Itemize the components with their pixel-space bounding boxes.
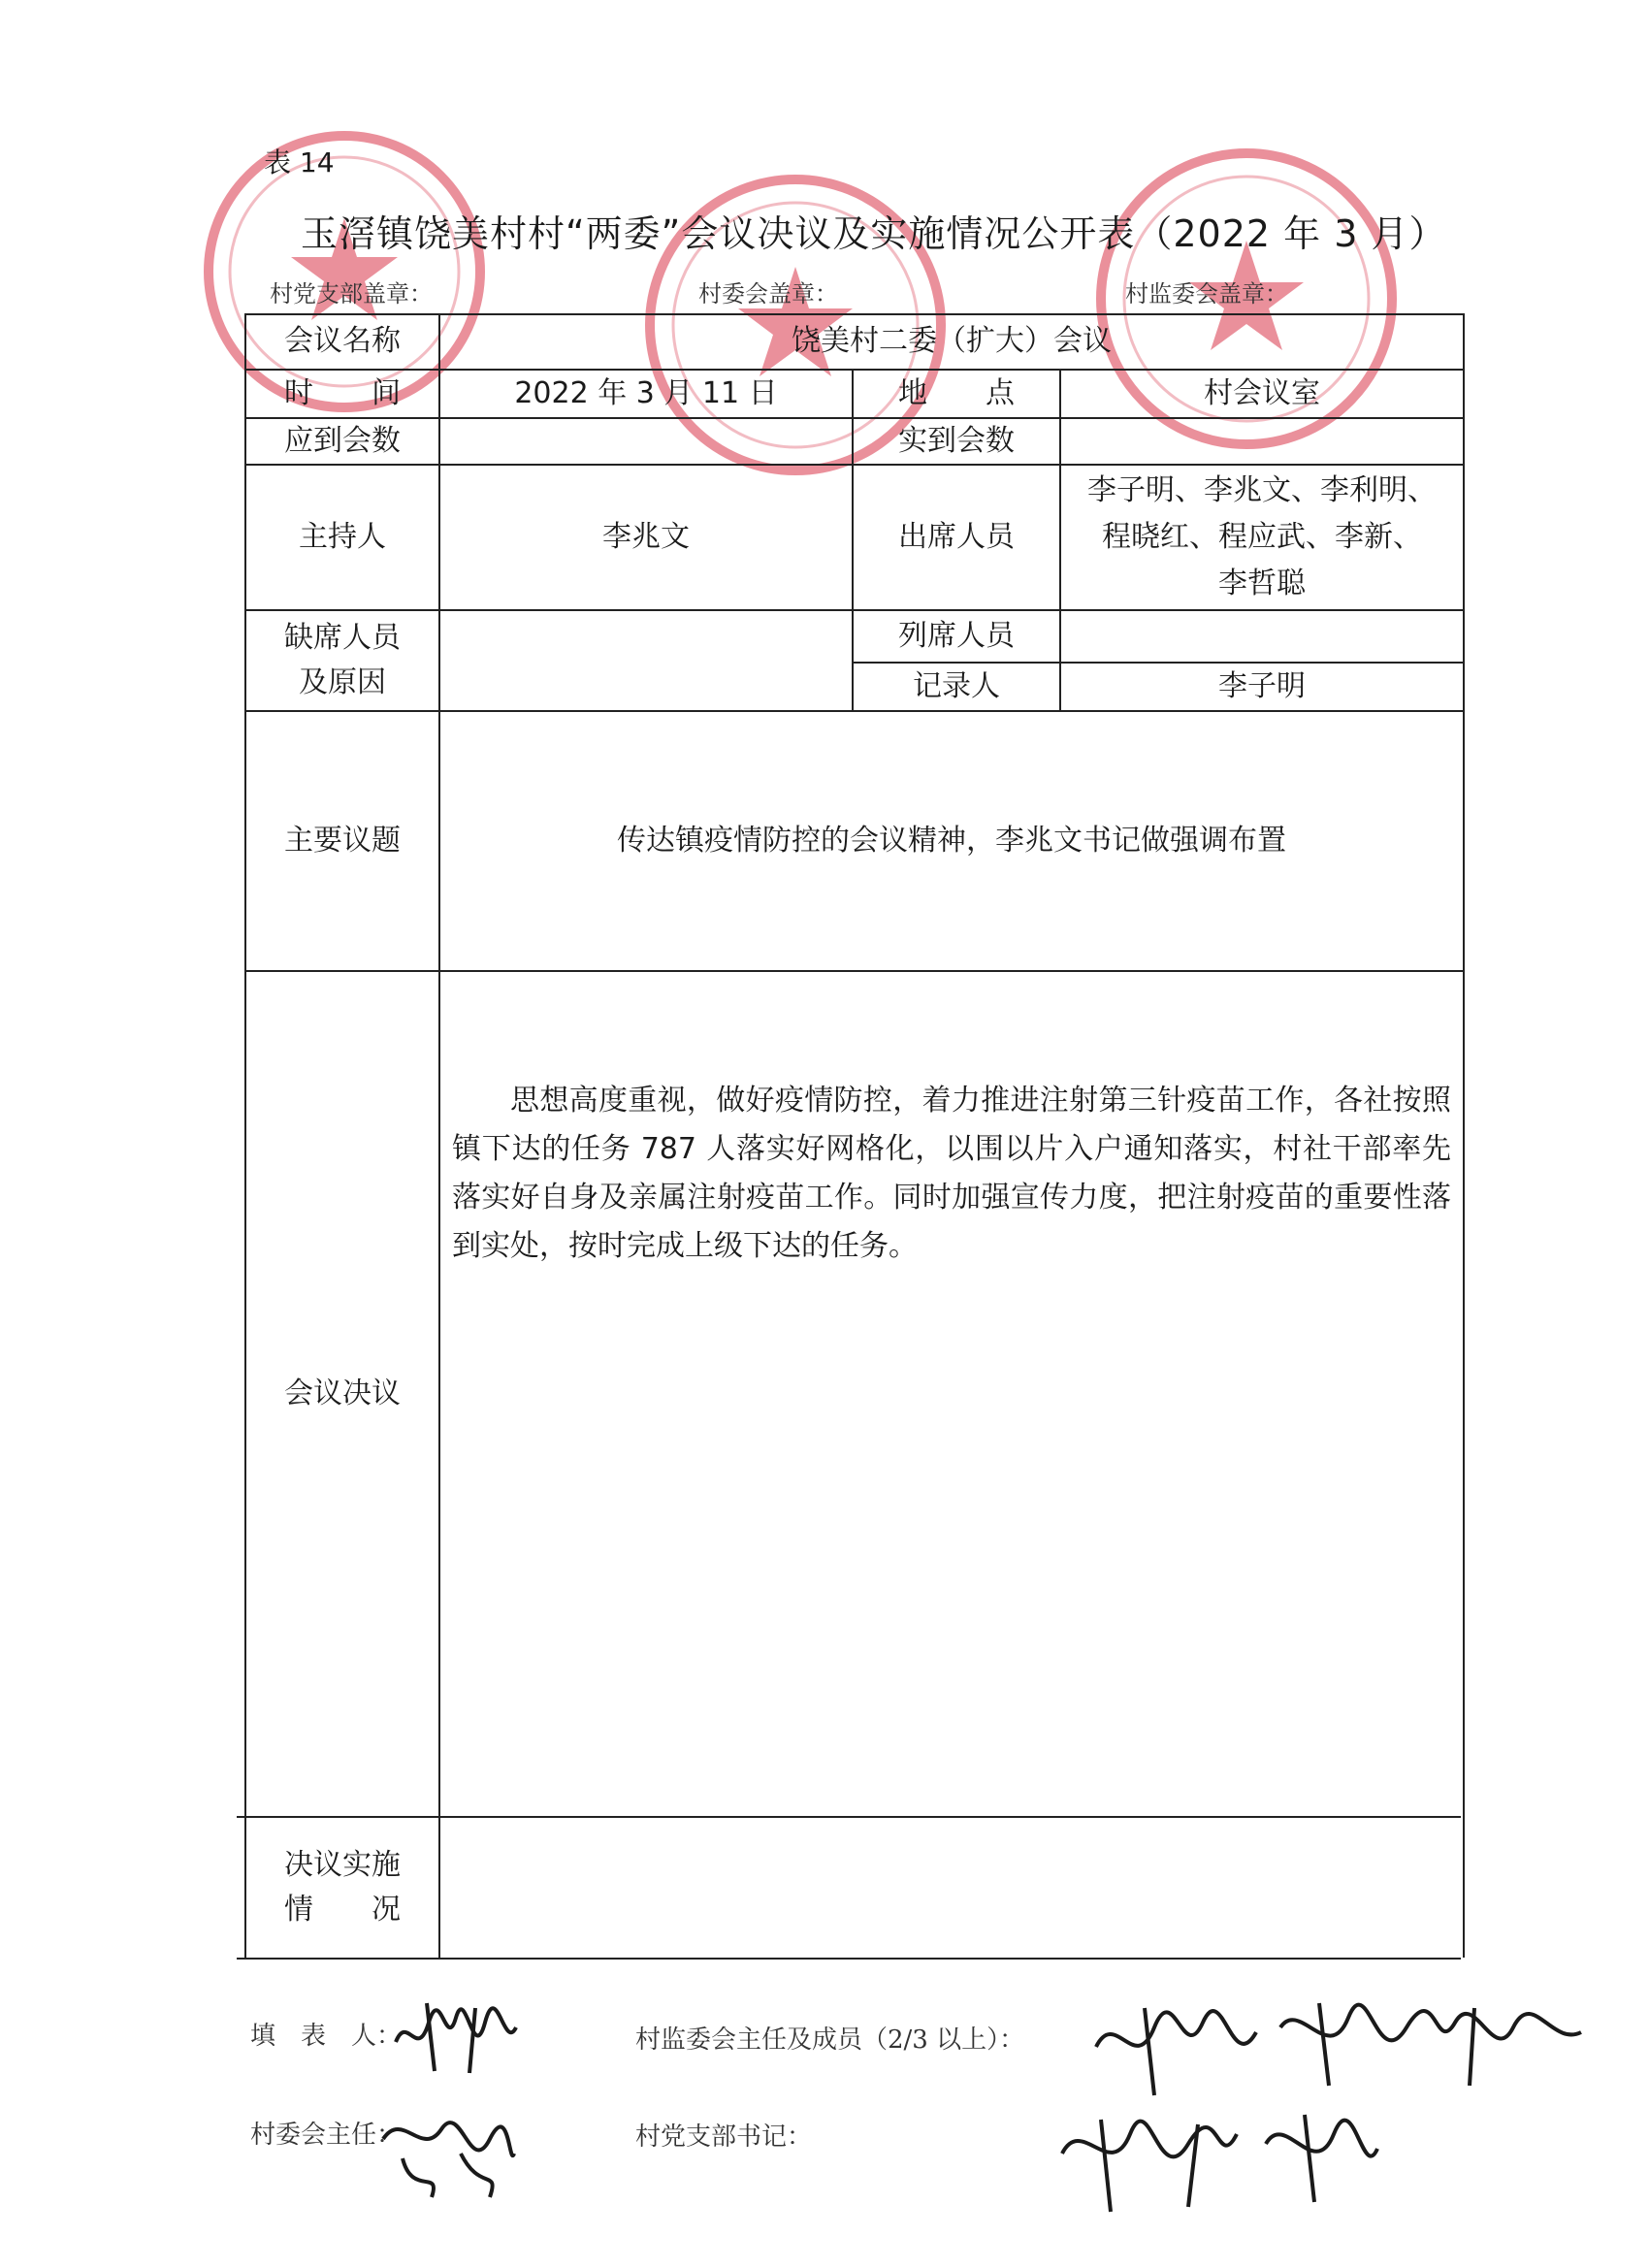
- topic-label: 主要议题: [284, 823, 401, 858]
- resolution-label: 会议决议: [284, 1376, 401, 1410]
- attendees-value: [1061, 466, 1463, 609]
- attendees-line: 程晓红、程应武、李新、: [1102, 520, 1422, 554]
- observers-label: 列席人员: [898, 618, 1015, 653]
- place-label: 地 点: [898, 375, 1015, 410]
- recorder-value: 李子明: [1218, 668, 1306, 703]
- implementation-label-line: 决议实施: [284, 1847, 401, 1882]
- absent-value: [440, 611, 852, 710]
- place-value: 村会议室: [1204, 375, 1320, 410]
- attendees-line: 李子明、李兆文、李利明、: [1087, 473, 1437, 507]
- attendees-line: 李哲聪: [1218, 567, 1306, 600]
- time-label: 时 间: [284, 375, 401, 410]
- expected-count-label: 应到会数: [284, 423, 401, 458]
- implementation-label-line: 情 况: [284, 1893, 401, 1927]
- secretary-label: 村党支部书记：: [635, 2122, 813, 2152]
- filler-label: 填 表 人：: [250, 2022, 403, 2051]
- director-label: 村委会主任：: [250, 2121, 403, 2150]
- attendees-label: 出席人员: [898, 519, 1015, 554]
- observers-value: [1061, 611, 1463, 662]
- resolution-text: 思想高度重视，做好疫情防控，着力推进注射第三针疫苗工作，各社按照镇下达的任务 787 人落实好网格化，以围以片入户通知落实，村社干部率先落实好自身及亲属注射疫苗工作。同时加强宣传力度，把注射疫苗的重要性落到实处，按时完成上级下达的任务。: [452, 1084, 1451, 1263]
- seal-label-supervisory-committee: 村监委会盖章：: [1125, 280, 1288, 308]
- signature-director-icon: [373, 2100, 519, 2207]
- seal-label-party-branch: 村党支部盖章：: [270, 280, 433, 308]
- absent-label-line: 缺席人员: [284, 620, 401, 655]
- actual-count-value: [1061, 419, 1463, 464]
- absent-label-line: 及原因: [299, 665, 386, 699]
- absent-label: [246, 611, 438, 710]
- implementation-value: [440, 1818, 1463, 1958]
- actual-count-label: 实到会数: [898, 423, 1015, 458]
- host-value: 李兆文: [602, 519, 690, 554]
- form-number: 表 14: [264, 146, 335, 178]
- implementation-label: [246, 1818, 438, 1958]
- expected-count-value: [440, 419, 852, 464]
- recorder-label: 记录人: [913, 668, 1000, 703]
- topic-value: 传达镇疫情防控的会议精神，李兆文书记做强调布置: [617, 823, 1286, 858]
- meeting-name-label: 会议名称: [284, 324, 401, 359]
- page-title: 玉滘镇饶美村村“两委”会议决议及实施情况公开表（2022 年 3 月）: [301, 212, 1447, 255]
- supervisors-label: 村监委会主任及成员（2/3 以上）：: [635, 2025, 1025, 2055]
- signature-supervisors-icon: [1086, 1989, 1591, 2105]
- time-value: 2022 年 3 月 11 日: [514, 375, 778, 410]
- signature-secretary-icon: [1052, 2095, 1382, 2221]
- signature-filler-icon: [388, 1993, 524, 2081]
- host-label: 主持人: [299, 519, 386, 554]
- meeting-name-value: 饶美村二委（扩大）会议: [792, 324, 1112, 359]
- seal-label-village-committee: 村委会盖章：: [698, 280, 838, 308]
